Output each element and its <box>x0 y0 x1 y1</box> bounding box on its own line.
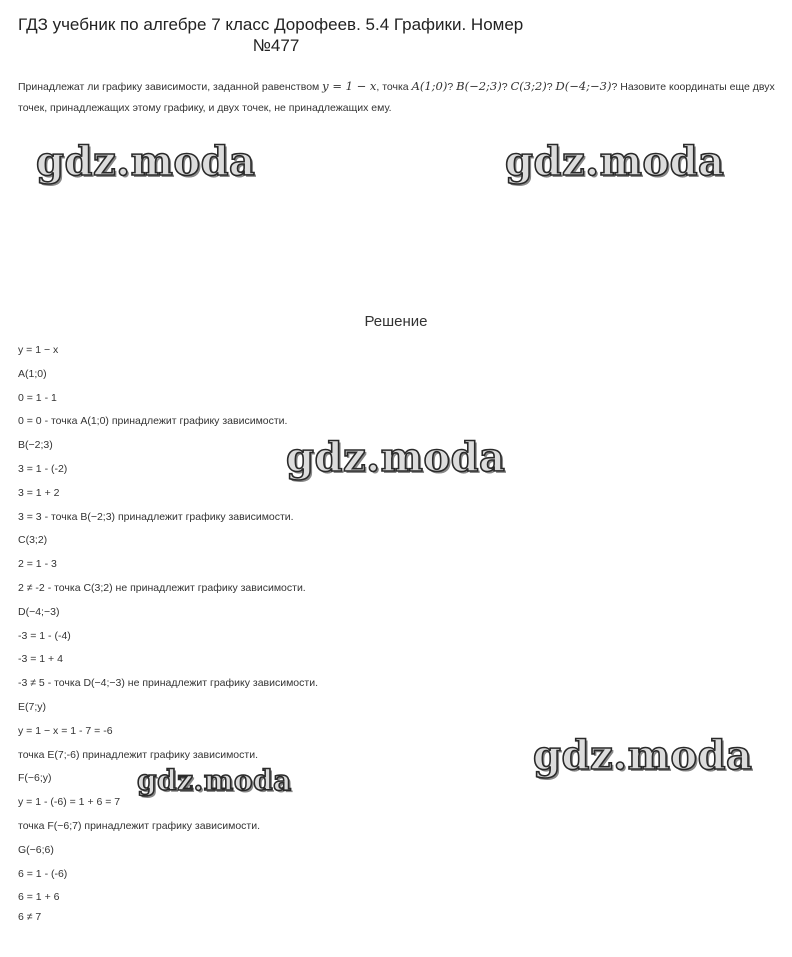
solution-line: A(1;0) <box>18 367 47 380</box>
solution-line: точка F(−6;7) принадлежит графику зависимости. <box>18 819 261 832</box>
problem-number: №477 <box>252 36 300 55</box>
solution-line: 6 = 1 - (-6) <box>18 867 68 880</box>
page-title-line-1: ГДЗ учебник по алгебре 7 класс Дорофеев. 5.4 Графики. Номер <box>18 15 524 34</box>
watermark-logo: gdz.moda <box>286 434 506 481</box>
point-b: B(−2;3) <box>456 79 502 93</box>
watermark-logo: gdz.moda <box>505 138 725 185</box>
question-text: ? <box>546 81 556 93</box>
question-text: ? <box>501 81 511 93</box>
solution-line: 3 = 1 - (-2) <box>18 462 68 475</box>
solution-line: 2 = 1 - 3 <box>18 558 57 571</box>
point-a: A(1;0) <box>411 79 448 93</box>
solution-line: F(−6;y) <box>18 772 52 785</box>
solution-line: 2 ≠ -2 - точка C(3;2) не принадлежит графику зависимости. <box>18 581 306 594</box>
solution-line: D(−4;−3) <box>18 605 60 618</box>
solution-line: -3 = 1 - (-4) <box>18 629 71 642</box>
watermark-logo: gdz.moda <box>137 764 292 797</box>
solution-line: E(7;y) <box>18 700 47 713</box>
solution-line: 3 = 1 + 2 <box>18 486 60 499</box>
solution-line: y = 1 − x = 1 - 7 = -6 <box>18 724 113 737</box>
solution-line: B(−2;3) <box>18 439 53 452</box>
solution-line: -3 = 1 + 4 <box>18 653 63 666</box>
solution-line: y = 1 − x <box>18 344 59 356</box>
solution-line: точка E(7;-6) принадлежит графику зависимости. <box>18 748 258 761</box>
page-title <box>18 14 534 56</box>
point-c: C(3;2) <box>510 79 547 93</box>
solution-line: 0 = 0 - точка A(1;0) принадлежит графику зависимости. <box>18 415 288 428</box>
solution-line-cut-off <box>18 911 42 923</box>
watermark-logo: gdz.moda <box>533 732 753 779</box>
question-text: ? <box>447 81 457 93</box>
solution-line: 0 = 1 - 1 <box>18 391 57 404</box>
solution-line: 6 = 1 + 6 <box>18 891 60 904</box>
question-text: , точка <box>376 81 412 93</box>
solution-line: 3 = 3 - точка B(−2;3) принадлежит графику зависимости. <box>18 510 294 523</box>
solution-line: y = 1 - (-6) = 1 + 6 = 7 <box>18 796 121 809</box>
question-text: Принадлежат ли графику зависимости, заданной равенством <box>18 81 323 93</box>
solution-heading: Решение <box>364 313 428 330</box>
solution-line: C(3;2) <box>18 534 48 547</box>
question-text: ? Назовите координаты еще двух точек, принадлежащих этому графику, и двух точек, не принадлежащих ему. <box>18 81 775 114</box>
problem-statement <box>18 76 778 119</box>
solution-line: 6 ≠ 7 <box>18 911 42 923</box>
point-d: D(−4;−3) <box>555 79 612 93</box>
equation: y = 1 − x <box>322 79 377 93</box>
solution-line: G(−6;6) <box>18 843 54 856</box>
solution-steps <box>18 339 778 910</box>
watermark-logo: gdz.moda <box>36 138 256 185</box>
solution-line: -3 ≠ 5 - точка D(−4;−3) не принадлежит графику зависимости. <box>18 677 318 690</box>
